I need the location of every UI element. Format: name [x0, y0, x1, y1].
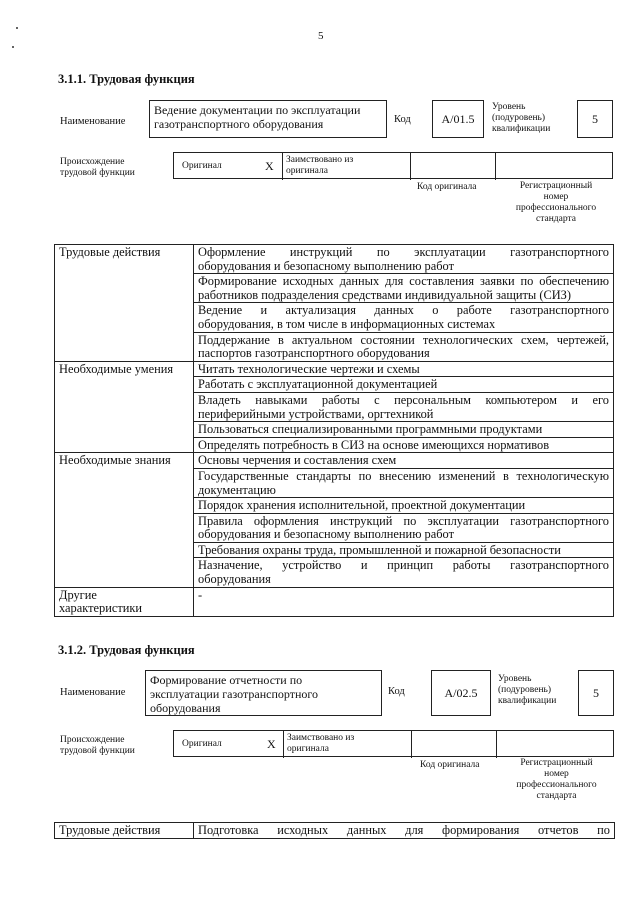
table-row	[55, 361, 614, 377]
level-value: 5	[577, 100, 613, 138]
original-code-label: Код оригинала	[417, 182, 477, 192]
level-label: Уровень (подуровень) квалификации	[498, 674, 557, 706]
name-label: Наименование	[60, 687, 126, 698]
code-label: Код	[388, 686, 405, 697]
level-label: Уровень (подуровень) квалификации	[492, 102, 551, 134]
function-details-table	[54, 822, 615, 839]
original-label: Оригинал	[182, 739, 222, 749]
table-cell: Правила оформления инструкций по эксплуатации газотранспортного оборудования и безопасному выполнению работ	[194, 513, 614, 542]
name-label: Наименование	[60, 116, 126, 127]
table-cell: Поддержание в актуальном состоянии технологических схем, чертежей, паспортов газотранспортного оборудования	[194, 332, 614, 361]
table-cell: Подготовка исходных данных для формирования отчетов по	[194, 823, 615, 839]
table-cell: Пользоваться специализированными программными продуктами	[194, 422, 614, 438]
section-title: 3.1.2. Трудовая функция	[58, 643, 195, 657]
code-value: A/01.5	[432, 100, 484, 138]
scan-dot	[12, 46, 14, 48]
origin-row	[173, 152, 613, 179]
original-code-label: Код оригинала	[420, 760, 480, 770]
original-mark: X	[265, 159, 274, 173]
origin-row	[173, 730, 614, 757]
code-label: Код	[394, 114, 411, 125]
table-cell: Требования охраны труда, промышленной и пожарной безопасности	[194, 542, 614, 558]
origin-label: Происхождение трудовой функции	[60, 735, 135, 756]
original-label: Оригинал	[182, 161, 222, 171]
function-name-box	[145, 670, 382, 716]
section-title: 3.1.1. Трудовая функция	[58, 72, 195, 86]
borrowed-label: Заимствовано из оригинала	[287, 733, 355, 754]
function-name-line: газотранспортного оборудования	[154, 117, 324, 131]
table-cell: Основы черчения и составления схем	[194, 453, 614, 469]
table-cell: Порядок хранения исполнительной, проектной документации	[194, 498, 614, 514]
original-mark: X	[267, 737, 276, 751]
function-name-line: оборудования	[150, 701, 221, 715]
group-label: Трудовые действия	[55, 245, 194, 362]
group-label: Необходимые умения	[55, 361, 194, 453]
table-row	[55, 453, 614, 469]
table-row	[55, 823, 615, 839]
function-name-line: Формирование отчетности по	[150, 673, 303, 687]
table-row	[55, 245, 614, 274]
table-cell: Оформление инструкций по эксплуатации газотранспортного оборудования и безопасному выполнению работ	[194, 245, 614, 274]
group-label: Необходимые знания	[55, 453, 194, 587]
level-value: 5	[578, 670, 614, 716]
group-label: Другие характеристики	[55, 587, 194, 616]
reg-number-label: Регистрационный номер профессионального стандарта	[516, 758, 597, 801]
table-cell: Читать технологические чертежи и схемы	[194, 361, 614, 377]
page-number: 5	[318, 30, 324, 42]
code-value: A/02.5	[431, 670, 491, 716]
table-cell: Формирование исходных данных для составления заявки по обеспечению работников подразделения средствами индивидуальной защиты (СИЗ)	[194, 274, 614, 303]
table-cell: Определять потребность в СИЗ на основе имеющихся нормативов	[194, 437, 614, 453]
group-label: Трудовые действия	[55, 823, 194, 839]
origin-label: Происхождение трудовой функции	[60, 157, 135, 178]
table-cell: Назначение, устройство и принцип работы газотранспортного оборудования	[194, 558, 614, 587]
borrowed-label: Заимствовано из оригинала	[286, 155, 354, 176]
reg-number-label: Регистрационный номер профессионального стандарта	[515, 181, 597, 224]
table-cell: Работать с эксплуатационной документацией	[194, 377, 614, 393]
function-name-box	[149, 100, 387, 138]
table-cell: Ведение и актуализация данных о работе газотранспортного оборудования, в том числе в информационных системах	[194, 303, 614, 332]
table-cell: Владеть навыками работы с персональным компьютером и его периферийными устройствами, оргтехникой	[194, 392, 614, 421]
function-name-line: эксплуатации газотранспортного	[150, 687, 319, 701]
table-cell: -	[194, 587, 614, 616]
table-cell: Государственные стандарты по внесению изменений в технологическую документацию	[194, 468, 614, 497]
function-name-line: Ведение документации по эксплуатации	[154, 103, 361, 117]
scan-dot	[16, 27, 18, 29]
function-details-table	[54, 244, 614, 617]
table-row	[55, 587, 614, 616]
